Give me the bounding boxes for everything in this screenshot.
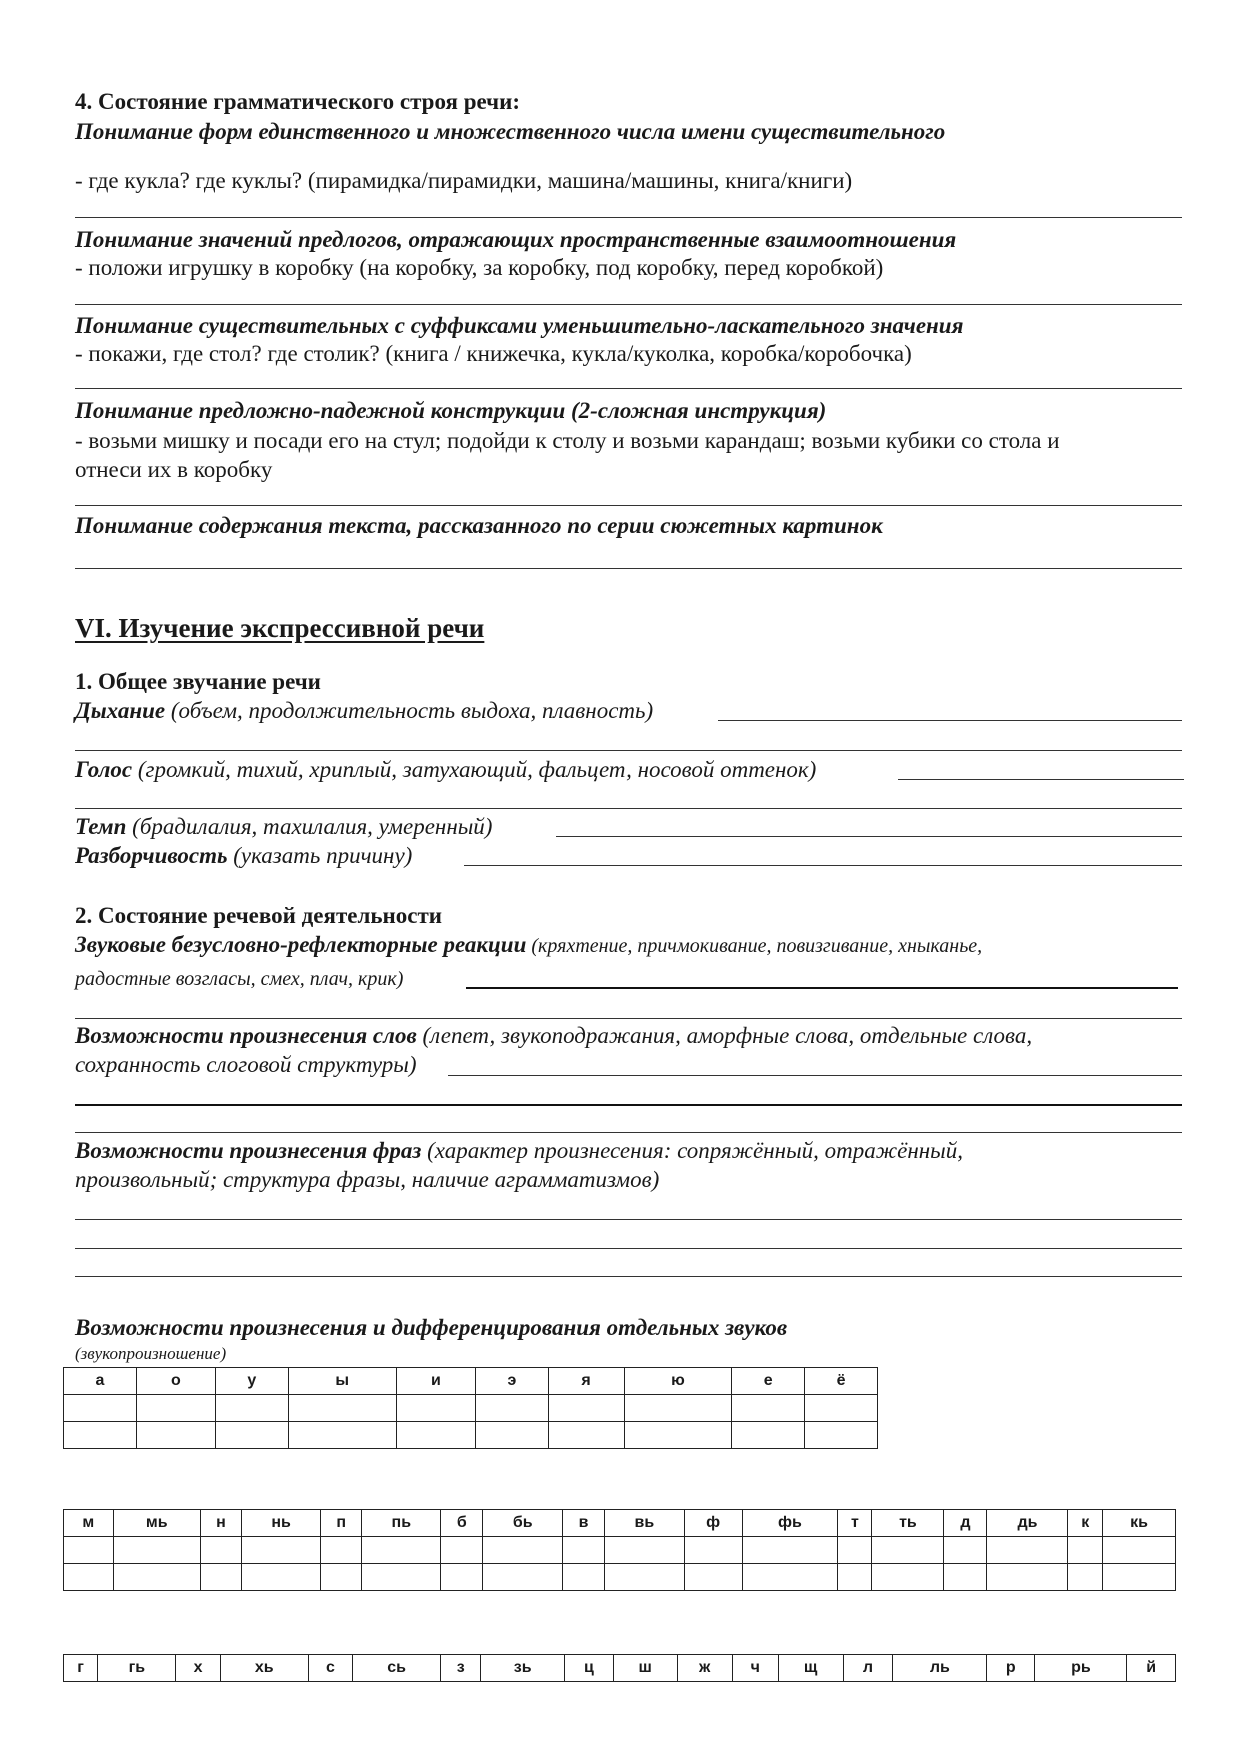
field-words xyxy=(75,1022,1032,1050)
sound-header-cell: ш xyxy=(613,1655,677,1682)
sound-header-cell: мь xyxy=(113,1510,200,1537)
sound-header-cell: е xyxy=(732,1368,805,1395)
sound-answer-cell[interactable] xyxy=(483,1537,563,1564)
item-heading: Понимание предложно-падежной конструкции (2-сложная инструкция) xyxy=(75,398,827,423)
field-hint: (лепет, звукоподражания, аморфные слова, отдельные слова, xyxy=(416,1023,1033,1048)
answer-line[interactable] xyxy=(75,217,1182,218)
sound-answer-cell[interactable] xyxy=(113,1537,200,1564)
sound-header-cell: ы xyxy=(288,1368,396,1395)
sound-answer-cell[interactable] xyxy=(288,1422,396,1449)
field-label: Возможности произнесения фраз xyxy=(75,1138,422,1163)
sound-header-cell: гь xyxy=(98,1655,176,1682)
sound-answer-cell[interactable] xyxy=(476,1422,548,1449)
sound-header-row xyxy=(64,1655,1176,1682)
sound-answer-cell[interactable] xyxy=(987,1537,1068,1564)
sound-answer-cell[interactable] xyxy=(944,1564,987,1591)
sound-header-cell: н xyxy=(200,1510,241,1537)
sound-header-cell: в xyxy=(563,1510,605,1537)
sound-header-row xyxy=(64,1368,878,1395)
sound-answer-cell[interactable] xyxy=(200,1537,241,1564)
sound-header-cell: и xyxy=(396,1368,476,1395)
sound-header-cell: я xyxy=(548,1368,624,1395)
field-hint-cont: радостные возгласы, смех, плач, крик) xyxy=(75,968,404,990)
sound-answer-cell[interactable] xyxy=(321,1537,362,1564)
section-4-title: 4. Состояние грамматического строя речи: xyxy=(75,89,521,114)
sound-answer-cell[interactable] xyxy=(605,1537,685,1564)
sounds-hint: (звукопроизношение) xyxy=(75,1344,227,1363)
sound-header-cell: л xyxy=(843,1655,893,1682)
sound-header-cell: сь xyxy=(353,1655,441,1682)
sound-answer-cell[interactable] xyxy=(732,1395,805,1422)
sound-answer-cell[interactable] xyxy=(563,1537,605,1564)
sound-header-cell: ль xyxy=(893,1655,987,1682)
sound-answer-cell[interactable] xyxy=(1103,1537,1176,1564)
sound-answer-cell[interactable] xyxy=(987,1564,1068,1591)
sound-answer-row xyxy=(64,1395,878,1422)
sound-header-cell: ч xyxy=(732,1655,778,1682)
sound-answer-cell[interactable] xyxy=(441,1537,483,1564)
answer-line[interactable] xyxy=(75,1018,1182,1019)
sound-header-cell: пь xyxy=(362,1510,441,1537)
sound-header-cell: р xyxy=(987,1655,1035,1682)
sound-header-cell: ж xyxy=(677,1655,732,1682)
item-text: - возьми мишку и посади его на стул; подойди к столу и возьми карандаш; возьми кубики со стола и xyxy=(75,428,1060,453)
sound-answer-cell[interactable] xyxy=(136,1422,215,1449)
section-6-title: VI. Изучение экспрессивной речи xyxy=(75,613,485,643)
reflex-input-line[interactable] xyxy=(466,987,1178,989)
field-hint-cont: сохранность слоговой структуры) xyxy=(75,1052,417,1077)
field-hint: (брадилалия, тахилалия, умеренный) xyxy=(126,814,493,839)
sound-header-cell: ю xyxy=(624,1368,732,1395)
sound-header-cell: вь xyxy=(605,1510,685,1537)
field-hint: (объем, продолжительность выдоха, плавность) xyxy=(165,698,654,723)
sound-header-cell: п xyxy=(321,1510,362,1537)
sound-header-cell: рь xyxy=(1035,1655,1127,1682)
field-intelligibility xyxy=(75,842,412,870)
sound-answer-cell[interactable] xyxy=(684,1537,742,1564)
field-label: Возможности произнесения слов xyxy=(75,1023,417,1048)
sound-header-cell: з xyxy=(441,1655,481,1682)
field-label: Разборчивость xyxy=(75,843,228,868)
item-heading: Понимание форм единственного и множественного числа имени существительного xyxy=(75,119,946,144)
field-label: Дыхание xyxy=(75,698,166,723)
sounds-heading: Возможности произнесения и дифференцирования отдельных звуков xyxy=(75,1315,788,1340)
sound-answer-cell[interactable] xyxy=(64,1564,114,1591)
sound-header-cell: д xyxy=(944,1510,987,1537)
sound-answer-cell[interactable] xyxy=(64,1395,137,1422)
sound-header-cell: м xyxy=(64,1510,114,1537)
sound-header-cell: щ xyxy=(778,1655,843,1682)
sound-answer-cell[interactable] xyxy=(113,1564,200,1591)
field-phrases xyxy=(75,1137,963,1165)
sound-answer-cell[interactable] xyxy=(321,1564,362,1591)
sound-header-cell: у xyxy=(215,1368,288,1395)
sound-header-cell: ть xyxy=(872,1510,944,1537)
sound-answer-cell[interactable] xyxy=(362,1537,441,1564)
item-heading: Понимание содержания текста, рассказанного по серии сюжетных картинок xyxy=(75,513,883,538)
sound-header-cell: а xyxy=(64,1368,137,1395)
field-label: Темп xyxy=(75,814,127,839)
vowels-table xyxy=(63,1367,878,1449)
subsection-1-title: 1. Общее звучание речи xyxy=(75,669,321,694)
sound-header-cell: бь xyxy=(483,1510,563,1537)
sound-answer-cell[interactable] xyxy=(732,1422,805,1449)
answer-line[interactable] xyxy=(75,808,1182,809)
sound-header-cell: ё xyxy=(805,1368,878,1395)
sound-answer-cell[interactable] xyxy=(742,1564,838,1591)
sound-header-cell: фь xyxy=(742,1510,838,1537)
field-hint-cont: произвольный; структура фразы, наличие аграмматизмов) xyxy=(75,1167,660,1192)
sound-answer-cell[interactable] xyxy=(944,1537,987,1564)
sound-header-cell: ц xyxy=(565,1655,613,1682)
item-text: отнеси их в коробку xyxy=(75,457,273,482)
answer-line[interactable] xyxy=(75,1132,1182,1133)
sound-answer-cell[interactable] xyxy=(136,1395,215,1422)
sound-header-cell: й xyxy=(1127,1655,1176,1682)
sound-answer-row xyxy=(64,1564,1176,1591)
sound-header-cell: г xyxy=(64,1655,98,1682)
sound-answer-cell[interactable] xyxy=(362,1564,441,1591)
field-hint: (указать причину) xyxy=(227,843,413,868)
consonants-table-1 xyxy=(63,1509,1176,1591)
item-text: - покажи, где стол? где столик? (книга / книжечка, кукла/куколка, коробка/коробочка) xyxy=(75,341,912,366)
sound-answer-cell[interactable] xyxy=(200,1564,241,1591)
sound-answer-cell[interactable] xyxy=(1068,1564,1103,1591)
sound-answer-row xyxy=(64,1537,1176,1564)
item-heading: Понимание существительных с суффиксами уменьшительно-ласкательного значения xyxy=(75,313,964,338)
field-tempo xyxy=(75,813,492,841)
sound-answer-cell[interactable] xyxy=(624,1422,732,1449)
sound-answer-cell[interactable] xyxy=(441,1564,483,1591)
sound-answer-cell[interactable] xyxy=(805,1395,878,1422)
item-text: - положи игрушку в коробку (на коробку, за коробку, под коробку, перед коробкой) xyxy=(75,255,884,280)
field-breathing xyxy=(75,697,653,725)
sound-answer-cell[interactable] xyxy=(548,1422,624,1449)
sound-answer-cell[interactable] xyxy=(64,1537,114,1564)
sound-answer-cell[interactable] xyxy=(684,1564,742,1591)
sound-answer-cell[interactable] xyxy=(476,1395,548,1422)
sound-header-cell: с xyxy=(308,1655,352,1682)
sound-answer-cell[interactable] xyxy=(396,1422,476,1449)
sound-answer-cell[interactable] xyxy=(872,1564,944,1591)
consonants-table-2 xyxy=(63,1654,1176,1682)
sound-answer-cell[interactable] xyxy=(242,1537,321,1564)
sound-answer-cell[interactable] xyxy=(215,1395,288,1422)
field-hint: (громкий, тихий, хриплый, затухающий, фальцет, носовой оттенок) xyxy=(132,757,817,782)
item-text: - где кукла? где куклы? (пирамидка/пирамидки, машина/машины, книга/книги) xyxy=(75,168,853,193)
sound-answer-cell[interactable] xyxy=(605,1564,685,1591)
sound-answer-cell[interactable] xyxy=(742,1537,838,1564)
item-heading: Понимание значений предлогов, отражающих пространственные взаимоотношения xyxy=(75,227,957,252)
sound-answer-cell[interactable] xyxy=(288,1395,396,1422)
answer-line[interactable] xyxy=(75,750,1182,751)
field-label: Голос xyxy=(75,757,133,782)
sound-header-cell: к xyxy=(1068,1510,1103,1537)
sound-answer-row xyxy=(64,1422,878,1449)
sound-answer-cell[interactable] xyxy=(64,1422,137,1449)
field-hint: (кряхтение, причмокивание, повизгивание, хныканье, xyxy=(526,935,983,957)
sound-header-cell: х xyxy=(176,1655,220,1682)
answer-line[interactable] xyxy=(75,505,1182,506)
sound-header-cell: нь xyxy=(242,1510,321,1537)
answer-line[interactable] xyxy=(75,1276,1182,1277)
sound-header-cell: зь xyxy=(481,1655,565,1682)
answer-line[interactable] xyxy=(75,304,1182,305)
sound-answer-cell[interactable] xyxy=(1068,1537,1103,1564)
sound-answer-cell[interactable] xyxy=(396,1395,476,1422)
sound-answer-cell[interactable] xyxy=(1103,1564,1176,1591)
subsection-2-title: 2. Состояние речевой деятельности xyxy=(75,903,443,928)
field-voice xyxy=(75,756,816,784)
sound-answer-cell[interactable] xyxy=(805,1422,878,1449)
sound-header-cell: хь xyxy=(220,1655,308,1682)
sound-header-cell: о xyxy=(136,1368,215,1395)
sound-header-cell: ф xyxy=(684,1510,742,1537)
sound-header-cell: э xyxy=(476,1368,548,1395)
sound-header-cell: кь xyxy=(1103,1510,1176,1537)
answer-line[interactable] xyxy=(75,568,1182,569)
sound-answer-cell[interactable] xyxy=(838,1564,872,1591)
answer-line[interactable] xyxy=(75,1248,1182,1249)
sound-header-cell: т xyxy=(838,1510,872,1537)
field-reflex xyxy=(75,931,982,960)
field-hint: (характер произнесения: сопряжённый, отражённый, xyxy=(421,1138,964,1163)
answer-line[interactable] xyxy=(75,388,1182,389)
sound-header-row xyxy=(64,1510,1176,1537)
sound-answer-cell[interactable] xyxy=(563,1564,605,1591)
words-input-line[interactable] xyxy=(448,1075,1182,1076)
sound-answer-cell[interactable] xyxy=(872,1537,944,1564)
breathing-input-line[interactable] xyxy=(718,720,1182,721)
answer-line[interactable] xyxy=(75,1104,1182,1106)
sound-header-cell: дь xyxy=(987,1510,1068,1537)
sound-answer-cell[interactable] xyxy=(242,1564,321,1591)
sound-answer-cell[interactable] xyxy=(624,1395,732,1422)
sound-header-cell: б xyxy=(441,1510,483,1537)
answer-line[interactable] xyxy=(75,1219,1182,1220)
voice-input-line[interactable] xyxy=(898,779,1184,780)
tempo-input-line[interactable] xyxy=(556,836,1182,837)
sound-answer-cell[interactable] xyxy=(838,1537,872,1564)
sound-answer-cell[interactable] xyxy=(483,1564,563,1591)
sound-answer-cell[interactable] xyxy=(548,1395,624,1422)
intelligibility-input-line[interactable] xyxy=(464,865,1182,866)
field-label: Звуковые безусловно-рефлекторные реакции xyxy=(75,932,527,957)
sound-answer-cell[interactable] xyxy=(215,1422,288,1449)
